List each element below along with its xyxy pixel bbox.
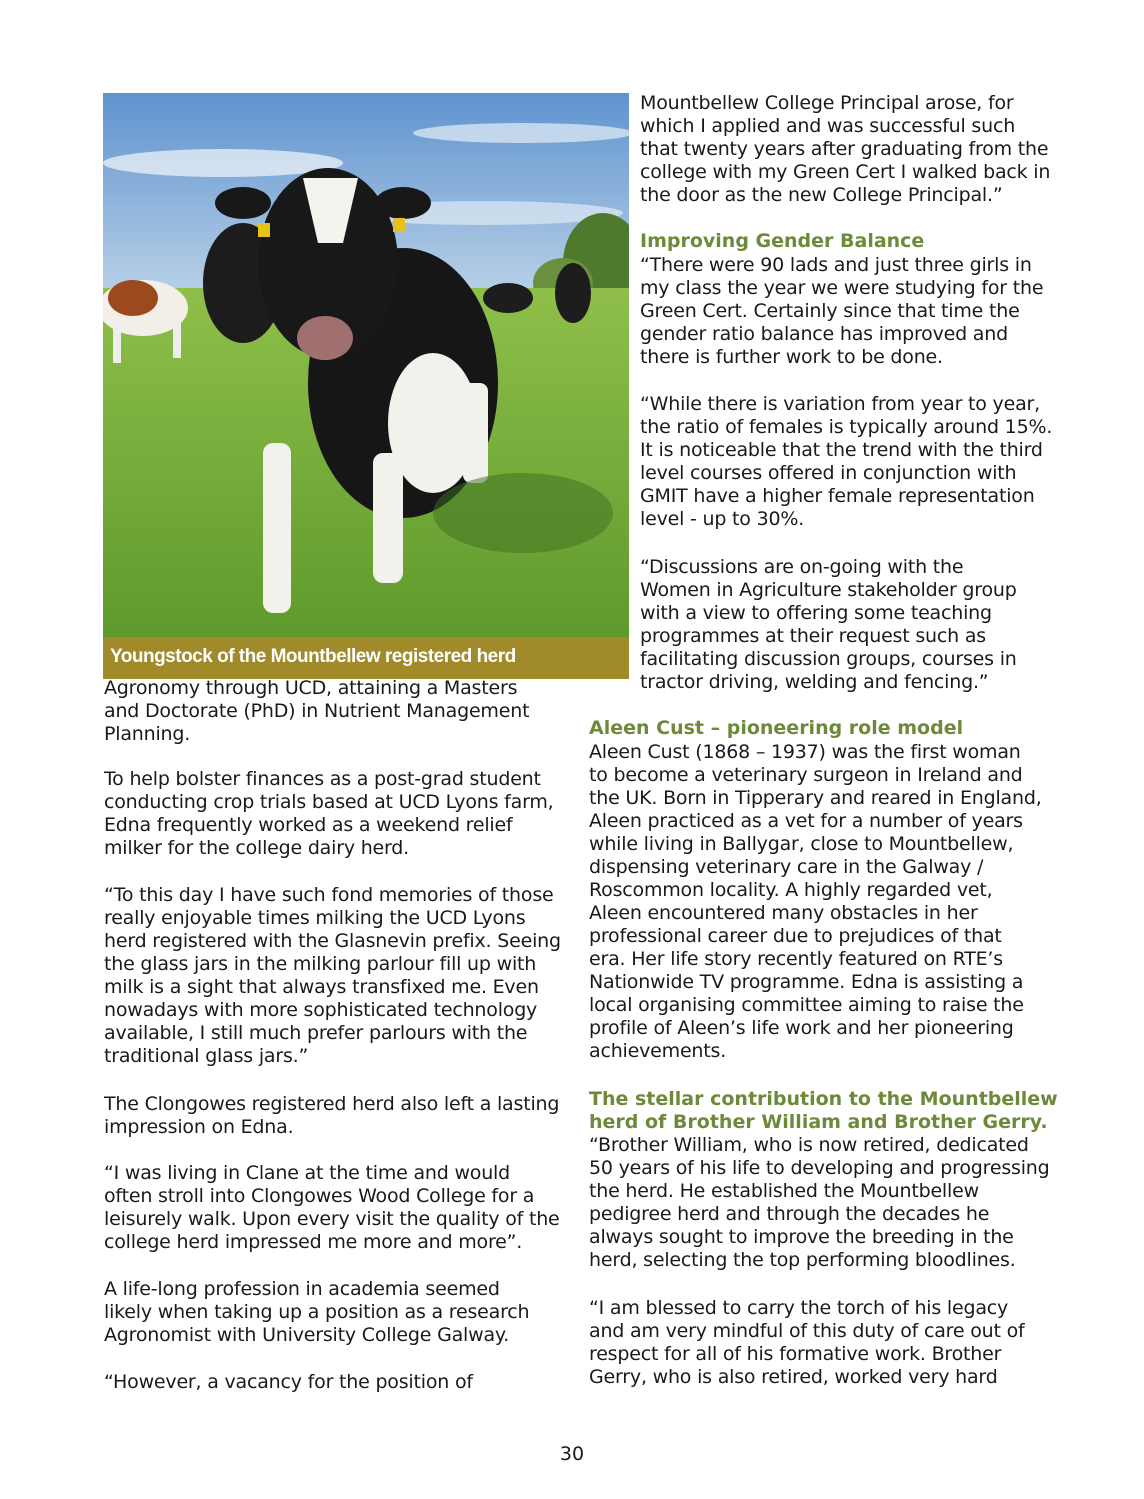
left-paragraph-4: The Clongowes registered herd also left a lasting impression on Edna. <box>104 1093 560 1138</box>
cow-photo <box>103 93 629 637</box>
left-paragraph-5: “I was living in Clane at the time and would often stroll into Clongowes Wood College for a leisurely walk. Upon every visit the quality of the college herd impressed me more and more”. <box>104 1162 560 1253</box>
page-number: 30 <box>559 1443 585 1465</box>
photo-caption: Youngstock of the Mountbellew registered herd <box>110 646 516 667</box>
photo-caption-bar <box>103 637 629 679</box>
right-paragraph-1: Mountbellew College Principal arose, for which I applied and was successful such that twenty years after graduating from the college with my Green Cert I walked back in the door as the new College Principal.” <box>640 92 1051 206</box>
right-paragraph-3: “While there is variation from year to year, the ratio of females is typically around 15%. It is noticeable that the trend with the third level courses offered in conjunction with GMIT have a higher female representation level - up to 30%. <box>640 393 1053 530</box>
right-paragraph-7: “I am blessed to carry the torch of his legacy and am very mindful of this duty of care out of respect for all of his formative work. Brother Gerry, who is also retired, worked very hard <box>589 1297 1025 1388</box>
left-paragraph-2: To help bolster finances as a post-grad student conducting crop trials based at UCD Lyons farm, Edna frequently worked as a weekend relief milker for the college dairy herd. <box>104 768 554 859</box>
left-paragraph-7: “However, a vacancy for the position of <box>104 1371 473 1393</box>
right-paragraph-6: “Brother William, who is now retired, dedicated 50 years of his life to developing and progressing the herd. He established the Mountbellew pedigree herd and through the decades he always sought to improve the breeding in the herd, selecting the top performing bloodlines. <box>589 1134 1050 1271</box>
left-paragraph-3: “To this day I have such fond memories of those really enjoyable times milking the UCD Lyons herd registered with the Glasnevin prefix. Seeing the glass jars in the milking parlour fill up with milk is a sight that always transfixed me. Even nowadays with more sophisticated technology available, I still much prefer parlours with the traditional glass jars.” <box>104 884 561 1067</box>
left-paragraph-6: A life-long profession in academia seemed likely when taking up a position as a research Agronomist with University College Galway. <box>104 1278 530 1346</box>
right-paragraph-5: Aleen Cust (1868 – 1937) was the first woman to become a veterinary surgeon in Ireland and the UK. Born in Tipperary and reared in England, Aleen practiced as a vet for a number of years while living in Ballygar, close to Mountbellew, dispensing veterinary care in the Galway / Roscommon locality. A highly regarded vet, Aleen encountered many obstacles in her professional career due to prejudices of that era. Her life story recently featured on RTE’s Nationwide TV programme. Edna is assisting a local organising committee aiming to raise the profile of Aleen’s life work and her pioneering achievements. <box>589 741 1042 1062</box>
heading-aleen-cust: Aleen Cust – pioneering role model <box>589 717 964 739</box>
left-paragraph-1: Agronomy through UCD, attaining a Masters and Doctorate (PhD) in Nutrient Management Planning. <box>104 677 530 745</box>
right-paragraph-4: “Discussions are on-going with the Women in Agriculture stakeholder group with a view to offering some teaching programmes at their request such as facilitating discussion groups, courses in tractor driving, welding and fencing.” <box>640 556 1017 693</box>
heading-gender-balance: Improving Gender Balance <box>640 230 925 252</box>
right-paragraph-2: “There were 90 lads and just three girls in my class the year we were studying for the Green Cert. Certainly since that time the gender ratio balance has improved and there is further work to be done. <box>640 254 1044 368</box>
heading-stellar-contribution: The stellar contribution to the Mountbellew herd of Brother William and Brother Gerry. <box>589 1088 1058 1133</box>
cow-icon <box>103 93 629 637</box>
